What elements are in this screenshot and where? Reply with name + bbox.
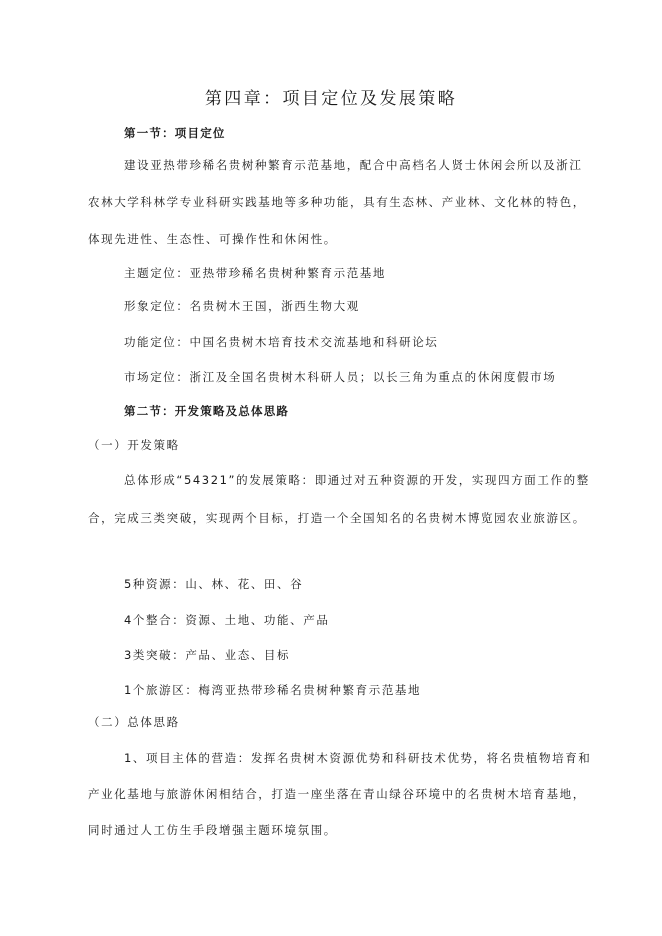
sub2-body-line-2: 产业化基地与旅游休闲相结合，打造一座坐落在青山绿谷环境中的名贵树木培育基地， bbox=[88, 787, 586, 801]
section2-heading: 第二节：开发策略及总体思路 bbox=[124, 404, 290, 418]
sub1-body-line-2: 合，完成三类突破，实现两个目标，打造一个全国知名的名贵树木博览园农业旅游区。 bbox=[88, 511, 586, 525]
position-theme: 主题定位：亚热带珍稀名贵树种繁育示范基地 bbox=[124, 266, 386, 280]
position-function: 功能定位：中国名贵树木培育技术交流基地和科研论坛 bbox=[124, 335, 439, 349]
sub2-body-line-1: 1、项目主体的营造：发挥名贵树木资源优势和科研技术优势，将名贵植物培育和 bbox=[124, 751, 592, 765]
strategy-item-3: 3类突破：产品、业态、目标 bbox=[124, 648, 291, 662]
strategy-item-5: 5种资源：山、林、花、田、谷 bbox=[124, 577, 304, 591]
sub2-heading: （二）总体思路 bbox=[88, 715, 180, 729]
section1-intro-line-1: 建设亚热带珍稀名贵树种繁育示范基地，配合中高档名人贤士休闲会所以及浙江 bbox=[124, 158, 583, 172]
strategy-item-1: 1个旅游区：梅湾亚热带珍稀名贵树种繁育示范基地 bbox=[124, 683, 422, 697]
section1-intro-line-3: 体现先进性、生态性、可操作性和休闲性。 bbox=[88, 232, 337, 246]
position-market: 市场定位：浙江及全国名贵树木科研人员；以长三角为重点的休闲度假市场 bbox=[124, 370, 557, 384]
page-title: 第四章：项目定位及发展策略 bbox=[204, 89, 458, 109]
sub1-body-line-1: 总体形成“54321”的发展策略：即通过对五种资源的开发，实现四方面工作的整 bbox=[124, 473, 590, 487]
strategy-item-4: 4个整合：资源、土地、功能、产品 bbox=[124, 613, 330, 627]
sub1-heading: （一）开发策略 bbox=[88, 438, 180, 452]
section1-intro-line-2: 农林大学科林学专业科研实践基地等多种功能，具有生态林、产业林、文化林的特色， bbox=[88, 195, 586, 209]
position-image: 形象定位：名贵树木王国，浙西生物大观 bbox=[124, 299, 360, 313]
section1-heading: 第一节：项目定位 bbox=[124, 126, 226, 140]
sub2-body-line-3: 同时通过人工仿生手段增强主题环境氛围。 bbox=[88, 823, 337, 837]
